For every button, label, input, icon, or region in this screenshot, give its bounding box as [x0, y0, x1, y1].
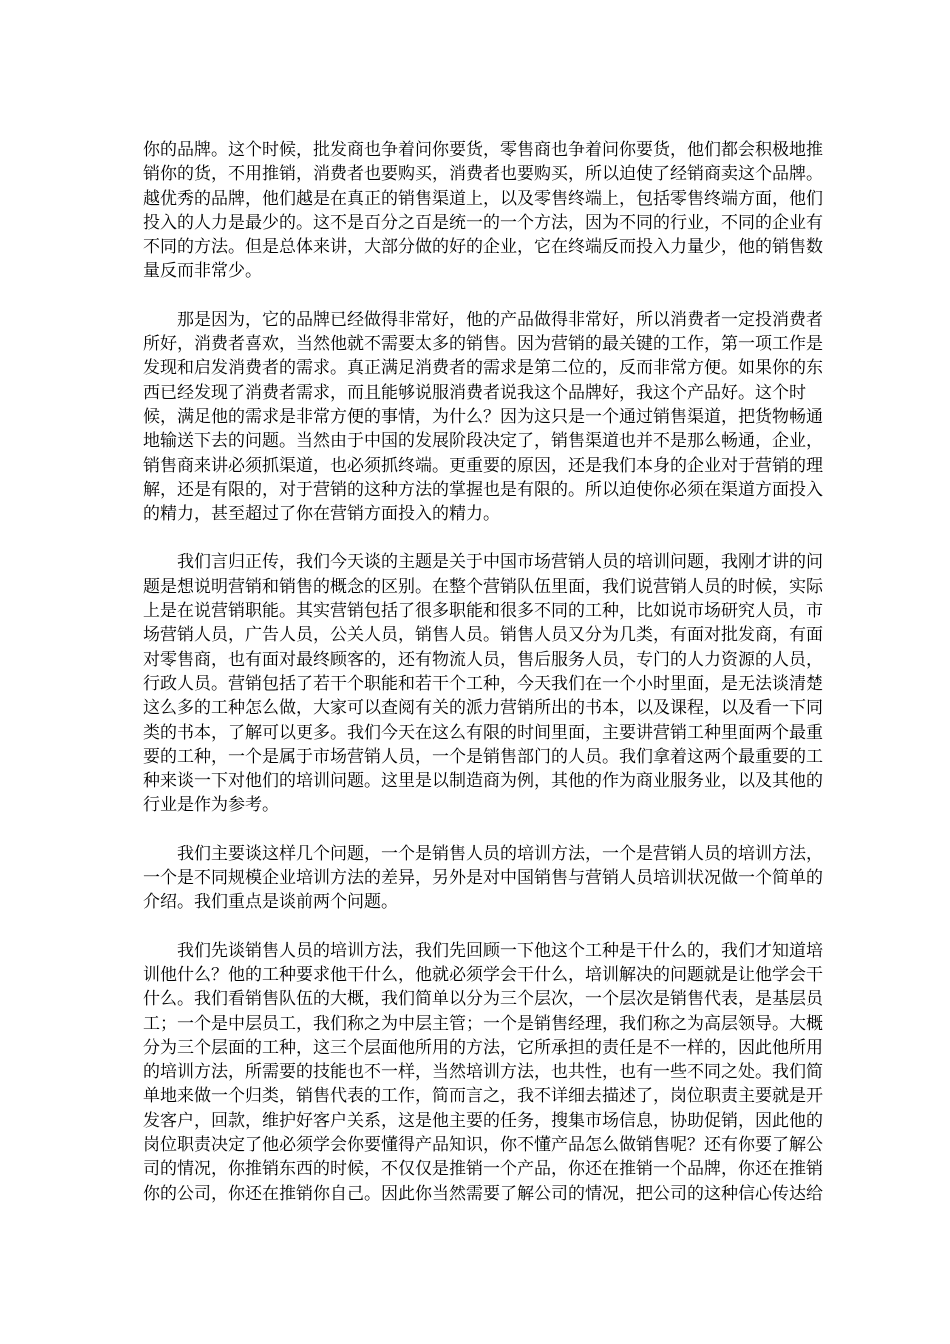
- paragraph-5: [143, 939, 911, 1206]
- text-line: 所好，消费者喜欢，当然他就不需要太多的销售。因为营销的最关键的工作，第一项工作是: [143, 334, 823, 355]
- text-line: 越优秀的品牌，他们越是在真正的销售渠道上，以及零售终端上，包括零售终端方面，他们: [143, 188, 823, 209]
- text-line: 销你的货，不用推销，消费者也要购买，消费者也要购买，所以迫使了经销商卖这个品牌。: [143, 164, 823, 185]
- text-line: 什么。我们看销售队伍的大概，我们简单以分为三个层次，一个层次是销售代表，是基层员: [143, 989, 823, 1010]
- text-line: 场营销人员，广告人员，公关人员，销售人员。销售人员又分为几类，有面对批发商，有面: [143, 625, 823, 646]
- text-line: 我们主要谈这样几个问题，一个是销售人员的培训方法，一个是营销人员的培训方法，: [177, 843, 823, 864]
- text-line: 发客户，回款，维护好客户关系，这是他主要的任务，搜集市场信息，协助促销，因此他的: [143, 1110, 823, 1131]
- text-line: 介绍。我们重点是谈前两个问题。: [143, 892, 398, 913]
- text-line: 的培训方法，所需要的技能也不一样，当然培训方法，也共性，也有一些不同之处。我们简: [143, 1062, 823, 1083]
- text-line: 种来谈一下对他们的培训问题。这里是以制造商为例，其他的作为商业服务业，以及其他的: [143, 771, 823, 792]
- text-line: 我们言归正传，我们今天谈的主题是关于中国市场营销人员的培训问题，我刚才讲的问: [177, 552, 823, 573]
- text-line: 发现和启发消费者的需求。真正满足消费者的需求是第二位的，反而非常方便。如果你的东: [143, 358, 823, 379]
- text-line: 的精力，甚至超过了你在营销方面投入的精力。: [143, 504, 500, 525]
- text-line: 一个是不同规模企业培训方法的差异，另外是对中国销售与营销人员培训状况做一个简单的: [143, 868, 823, 889]
- text-line: 分为三个层面的工种，这三个层面他所用的方法，它所承担的责任是不一样的，因此他所用: [143, 1037, 823, 1058]
- text-line: 行业是作为参考。: [143, 795, 279, 816]
- text-line: 训他什么？他的工种要求他干什么，他就必须学会干什么，培训解决的问题就是让他学会干: [143, 964, 823, 985]
- text-line: 要的工种，一个是属于市场营销人员，一个是销售部门的人员。我们拿着这两个最重要的工: [143, 746, 823, 767]
- text-line: 题是想说明营销和销售的概念的区别。在整个营销队伍里面，我们说营销人员的时候，实际: [143, 576, 823, 597]
- text-line: 你的公司，你还在推销你自己。因此你当然需要了解公司的情况，把公司的这种信心传达给: [143, 1183, 823, 1204]
- text-line: 候，满足他的需求是非常方便的事情，为什么？因为这只是一个通过销售渠道，把货物畅通: [143, 406, 823, 427]
- paragraph-4: [143, 842, 911, 915]
- text-line: 工；一个是中层员工，我们称之为中层主管；一个是销售经理，我们称之为高层领导。大概: [143, 1013, 823, 1034]
- text-line: 量反而非常少。: [143, 261, 262, 282]
- text-line: 我们先谈销售人员的培训方法，我们先回顾一下他这个工种是干什么的，我们才知道培: [177, 940, 823, 961]
- paragraph-3: [143, 550, 911, 817]
- text-line: 那是因为，它的品牌已经做得非常好，他的产品做得非常好，所以消费者一定投消费者: [177, 309, 823, 330]
- text-line: 对零售商，也有面对最终顾客的，还有物流人员，售后服务人员，专门的人力资源的人员，: [143, 649, 823, 670]
- text-line: 西已经发现了消费者需求，而且能够说服消费者说我这个品牌好，我这个产品好。这个时: [143, 382, 806, 403]
- paragraph-1: [143, 138, 911, 284]
- text-line: 这么多的工种怎么做，大家可以查阅有关的派力营销所出的书本，以及课程，以及看一下同: [143, 698, 823, 719]
- text-line: 岗位职责决定了他必须学会你要懂得产品知识，你不懂产品怎么做销售呢？还有你要了解公: [143, 1134, 823, 1155]
- text-line: 司的情况，你推销东西的时候，不仅仅是推销一个产品，你还在推销一个品牌，你还在推销: [143, 1159, 823, 1180]
- text-line: 地输送下去的问题。当然由于中国的发展阶段决定了，销售渠道也并不是那么畅通，企业，: [143, 431, 823, 452]
- text-line: 投入的人力是最少的。这不是百分之百是统一的一个方法，因为不同的行业，不同的企业有: [143, 212, 823, 233]
- paragraph-2: [143, 308, 911, 527]
- text-line: 单地来做一个归类，销售代表的工作，简而言之，我不详细去描述了，岗位职责主要就是开: [143, 1086, 823, 1107]
- text-line: 你的品牌。这个时候，批发商也争着问你要货，零售商也争着问你要货，他们都会积极地推: [143, 140, 823, 160]
- text-line: 解，还是有限的，对于营销的这种方法的掌握也是有限的。所以迫使你必须在渠道方面投入: [143, 479, 823, 500]
- text-line: 行政人员。营销包括了若干个职能和若干个工种，今天我们在一个小时里面，是无法谈清楚: [143, 673, 823, 694]
- text-line: 类的书本，了解可以更多。我们今天在这么有限的时间里面，主要讲营销工种里面两个最重: [143, 722, 823, 743]
- text-line: 销售商来讲必须抓渠道，也必须抓终端。更重要的原因，还是我们本身的企业对于营销的理: [143, 455, 823, 476]
- text-line: 上是在说营销职能。其实营销包括了很多职能和很多不同的工种，比如说市场研究人员，市: [143, 601, 823, 622]
- document-body: [143, 138, 911, 1206]
- text-line: 不同的方法。但是总体来讲，大部分做的好的企业，它在终端反而投入力量少，他的销售数: [143, 237, 823, 258]
